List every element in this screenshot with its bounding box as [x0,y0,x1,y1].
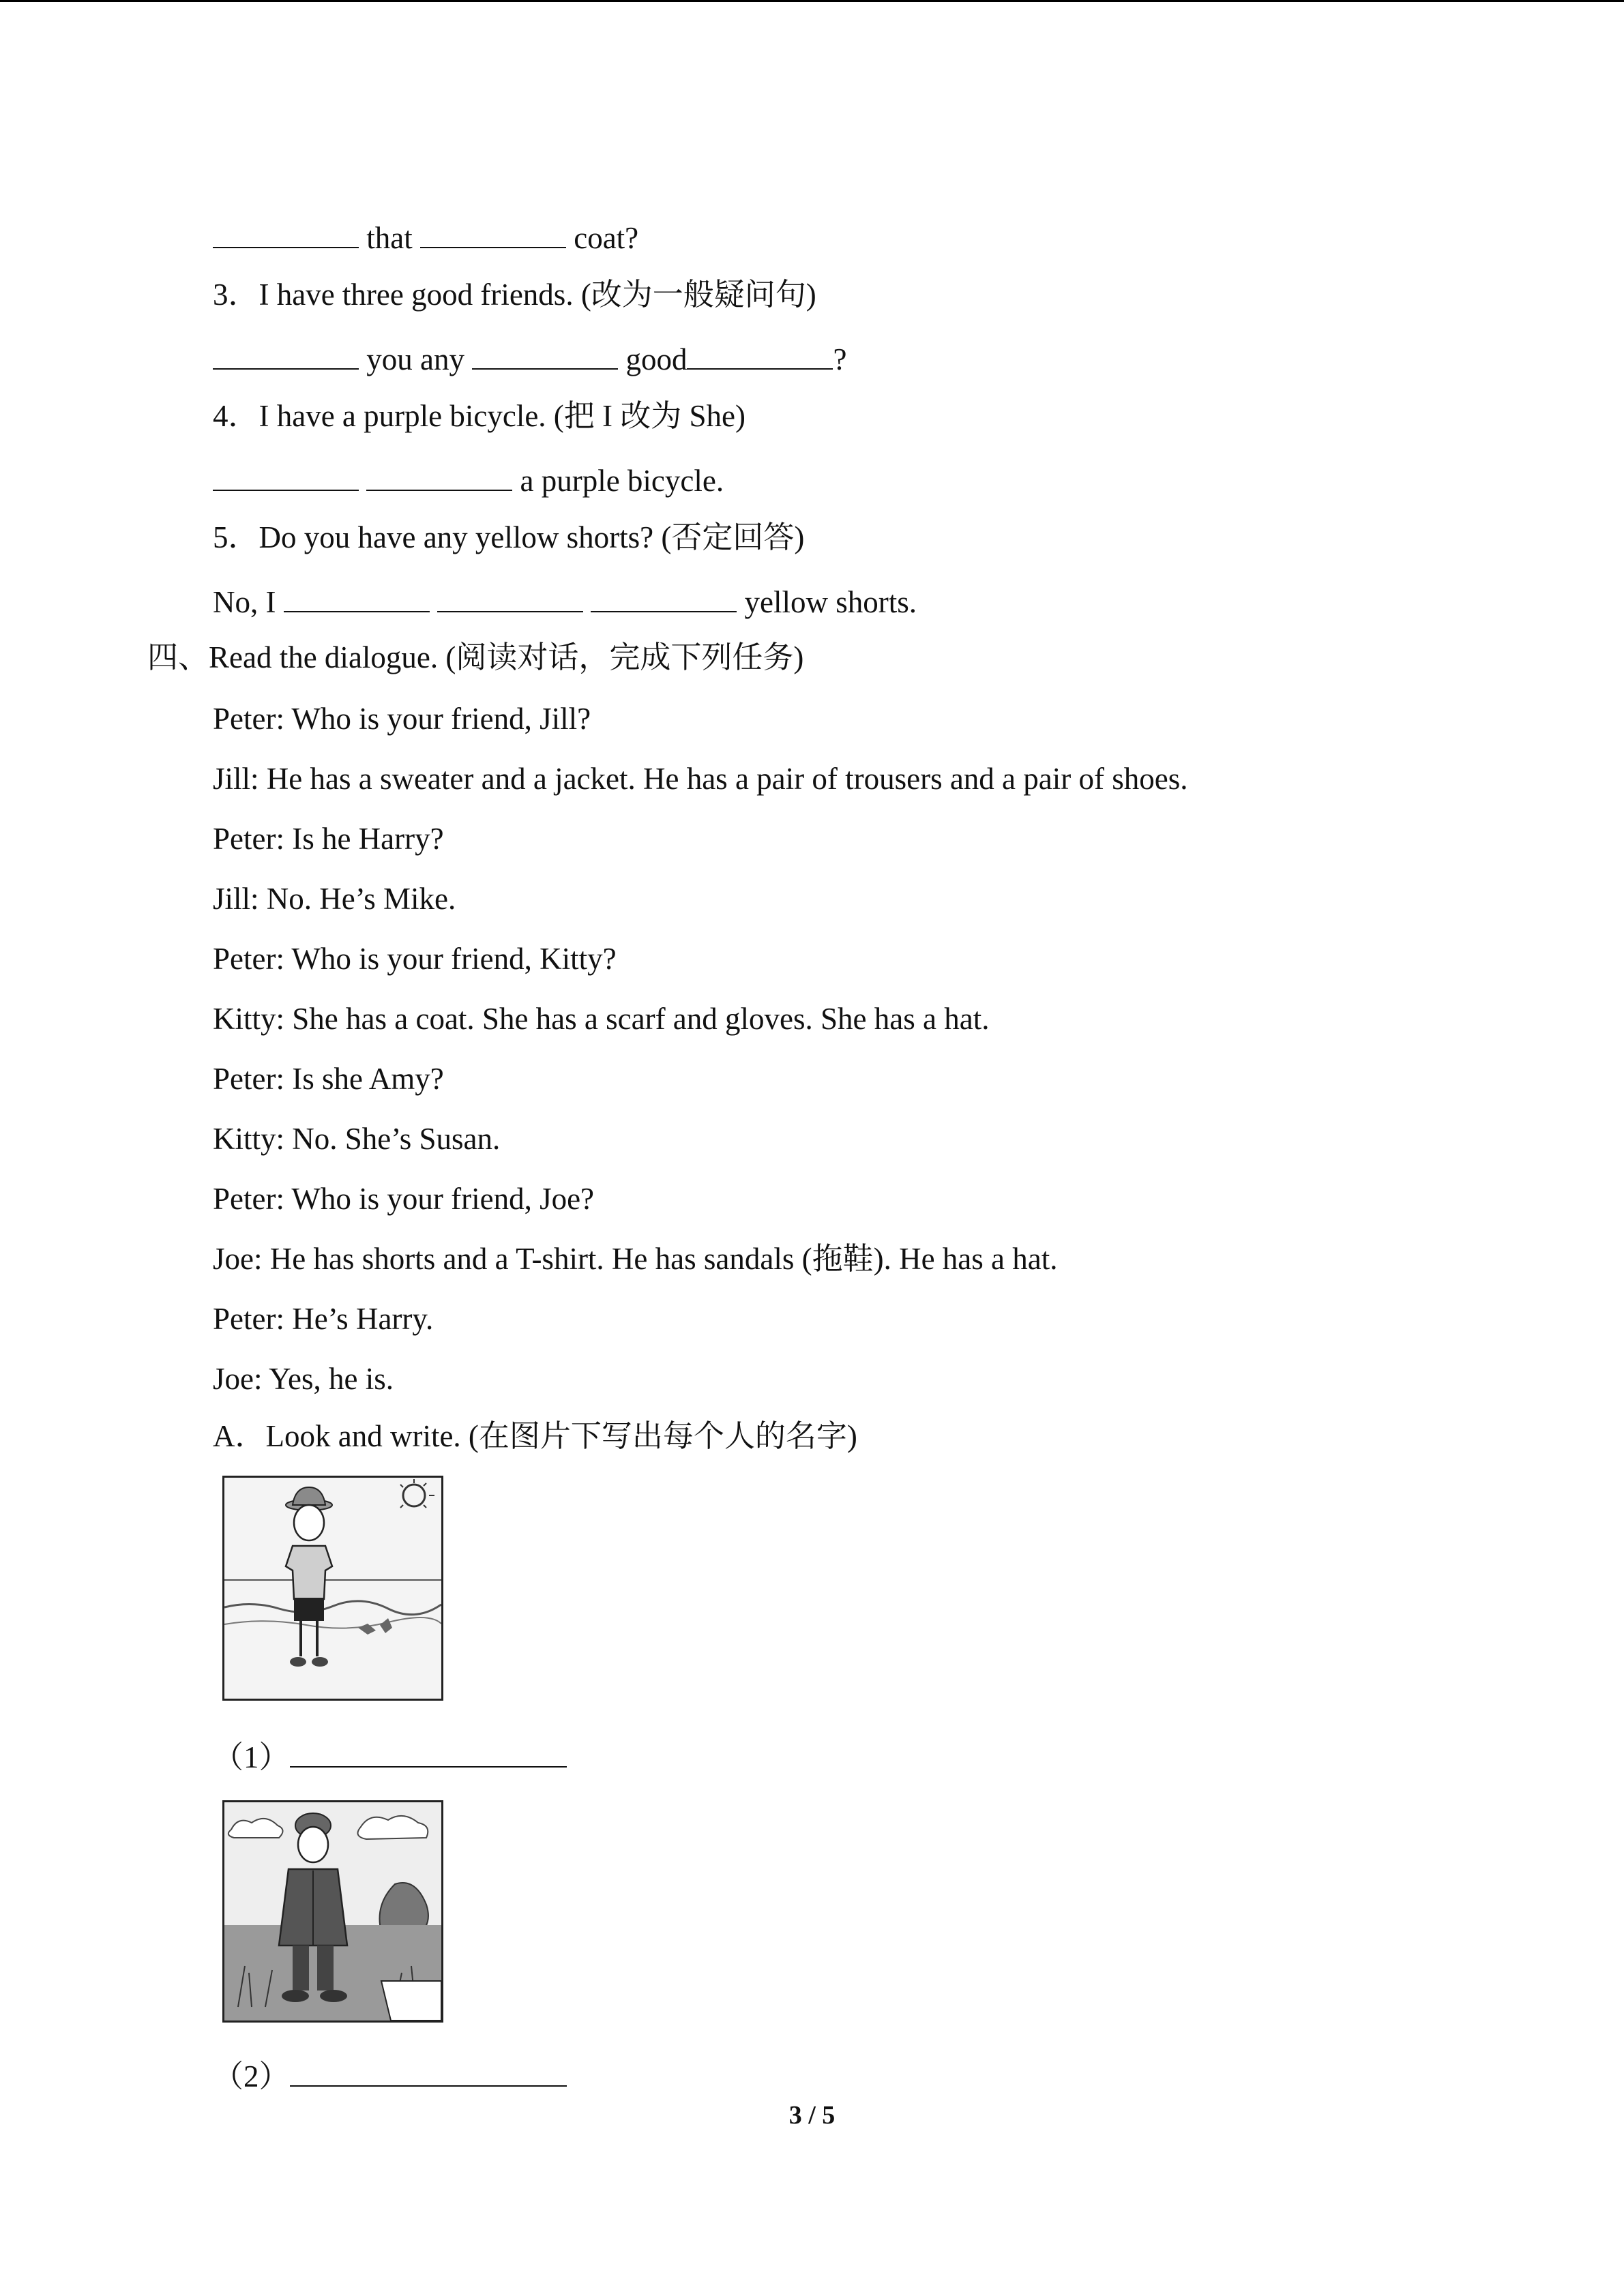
q4-prompt: 4．I have a purple bicycle. (把 I 改为 She) [213,399,745,433]
answer-line-1 [213,1736,567,1776]
answer-blank[interactable] [213,460,359,491]
dialogue-line: Peter: Is she Amy? [213,1062,444,1096]
answer-blank[interactable] [213,338,359,370]
text: No, I [213,585,276,619]
dialogue-line: Peter: Who is your friend, Joe? [213,1182,595,1216]
task-a-instruction: A．Look and write. (在图片下写出每个人的名字) [213,1419,857,1453]
dialogue-line: Peter: Who is your friend, Kitty? [213,942,617,976]
text: yellow shorts. [744,585,917,619]
text: ? [833,342,847,376]
dialogue-line: Kitty: No. She’s Susan. [213,1122,501,1156]
dialogue-line: Joe: Yes, he is. [213,1362,394,1396]
dialogue-line: Peter: Who is your friend, Jill? [213,702,591,736]
field-boy-illustration [224,1802,441,2021]
name-answer-blank[interactable] [290,2055,567,2087]
dialogue-line: Jill: No. He’s Mike. [213,882,456,916]
answer-blank[interactable] [437,581,583,612]
answer-blank[interactable] [284,581,430,612]
answer-blank[interactable] [687,338,833,370]
q5-answer-line [213,581,917,621]
answer-blank[interactable] [591,581,737,612]
picture-boy-beach [222,1476,443,1701]
dialogue-line: Kitty: She has a coat. She has a scarf and gloves. She has a hat. [213,1002,990,1036]
answer-blank[interactable] [366,460,512,491]
dialogue-line: Joe: He has shorts and a T-shirt. He has sandals (拖鞋). He has a hat. [213,1242,1058,1276]
q3-prompt: 3．I have three good friends. (改为一般疑问句) [213,278,816,312]
text: coat? [574,221,639,255]
q4-answer-line [213,460,724,500]
text: good [625,342,688,376]
text: you any [366,342,464,376]
answer-blank[interactable] [420,217,566,248]
text: that [366,221,413,255]
text: （1） [213,1740,290,1774]
page-number: 3 / 5 [788,2101,836,2130]
q3-answer-line [213,338,846,378]
picture-boy-field [222,1800,443,2023]
dialogue-line: Peter: He’s Harry. [213,1302,434,1336]
section-heading: 四、Read the dialogue. (阅读对话，完成下列任务) [147,640,804,674]
answer-line-2 [213,2055,567,2096]
text: （2） [213,2059,290,2093]
q2-answer-line [213,217,638,257]
answer-blank[interactable] [472,338,618,370]
dialogue-line: Jill: He has a sweater and a jacket. He has a pair of trousers and a pair of shoes. [213,762,1188,796]
beach-boy-illustration [224,1478,441,1699]
text: a purple bicycle. [520,464,724,498]
name-answer-blank[interactable] [290,1736,567,1768]
dialogue-line: Peter: Is he Harry? [213,822,444,856]
q5-prompt: 5．Do you have any yellow shorts? (否定回答) [213,520,805,554]
answer-blank[interactable] [213,217,359,248]
